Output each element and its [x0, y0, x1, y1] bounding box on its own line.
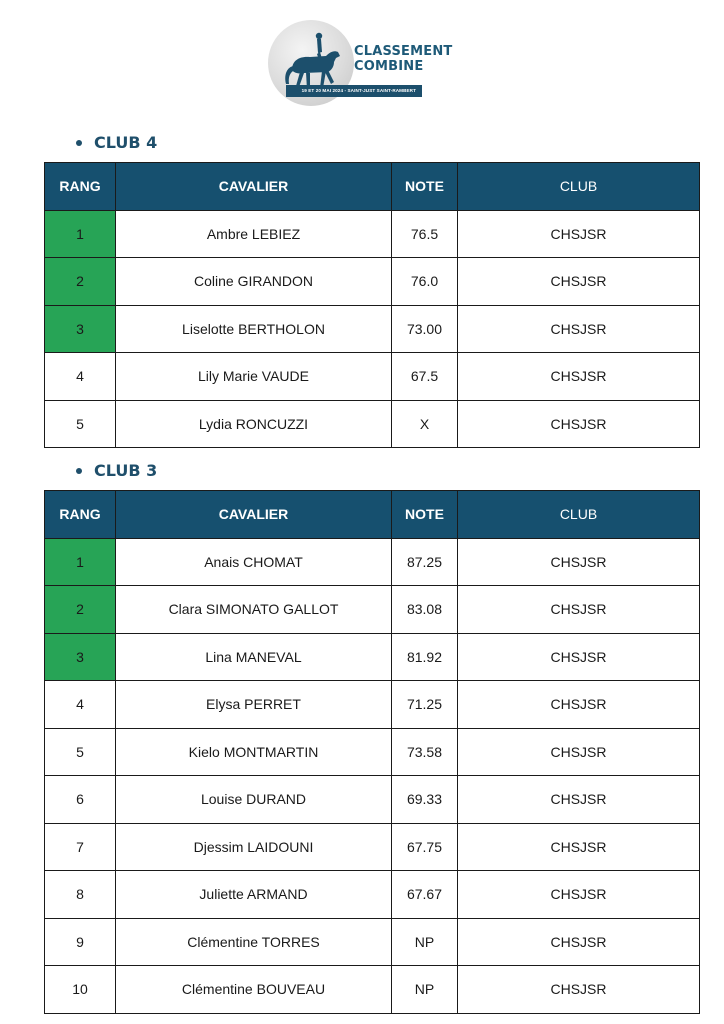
club-cell: CHSJSR [458, 258, 700, 306]
club-cell: CHSJSR [458, 966, 700, 1014]
rider-cell: Clémentine BOUVEAU [116, 966, 392, 1014]
table-row [45, 586, 700, 634]
note-cell: 71.25 [392, 681, 458, 729]
rank-cell: 1 [45, 210, 116, 258]
rider-cell: Clémentine TORRES [116, 918, 392, 966]
note-cell: 76.0 [392, 258, 458, 306]
section-title: CLUB 4 [94, 133, 158, 152]
table-header-row [45, 491, 700, 539]
rider-cell: Elysa PERRET [116, 681, 392, 729]
table-row [45, 353, 700, 401]
club-cell: CHSJSR [458, 210, 700, 258]
column-header-club: CLUB [458, 491, 700, 539]
club-cell: CHSJSR [458, 681, 700, 729]
section-heading-club-3 [76, 461, 157, 480]
rank-cell: 1 [45, 538, 116, 586]
column-header-rank: RANG [45, 491, 116, 539]
column-header-note: NOTE [392, 163, 458, 211]
table-row [45, 305, 700, 353]
column-header-club: CLUB [458, 163, 700, 211]
table-row [45, 400, 700, 448]
rider-cell: Liselotte BERTHOLON [116, 305, 392, 353]
column-header-rank: RANG [45, 163, 116, 211]
club-cell: CHSJSR [458, 918, 700, 966]
table-row [45, 258, 700, 306]
rider-cell: Coline GIRANDON [116, 258, 392, 306]
results-table-club-3 [44, 490, 700, 1014]
table-row [45, 871, 700, 919]
logo-title-line1: CLASSEMENT [354, 44, 453, 59]
note-cell: 73.00 [392, 305, 458, 353]
rank-cell: 4 [45, 681, 116, 729]
club-cell: CHSJSR [458, 633, 700, 681]
rider-cell: Louise DURAND [116, 776, 392, 824]
table-row [45, 966, 700, 1014]
note-cell: 67.75 [392, 823, 458, 871]
table-row [45, 210, 700, 258]
club-cell: CHSJSR [458, 400, 700, 448]
logo-title-line2: COMBINE [354, 59, 424, 74]
table-row [45, 681, 700, 729]
bullet-icon [76, 140, 82, 146]
rank-cell: 2 [45, 586, 116, 634]
rank-cell: 2 [45, 258, 116, 306]
club-cell: CHSJSR [458, 776, 700, 824]
club-cell: CHSJSR [458, 871, 700, 919]
rank-cell: 8 [45, 871, 116, 919]
rank-cell: 4 [45, 353, 116, 401]
club-cell: CHSJSR [458, 823, 700, 871]
club-cell: CHSJSR [458, 305, 700, 353]
rider-cell: Lina MANEVAL [116, 633, 392, 681]
column-header-note: NOTE [392, 491, 458, 539]
rider-cell: Juliette ARMAND [116, 871, 392, 919]
rider-cell: Ambre LEBIEZ [116, 210, 392, 258]
rank-cell: 3 [45, 633, 116, 681]
section-title: CLUB 3 [94, 461, 158, 480]
club-cell: CHSJSR [458, 353, 700, 401]
table-row [45, 633, 700, 681]
rider-cell: Djessim LAIDOUNI [116, 823, 392, 871]
note-cell: NP [392, 966, 458, 1014]
table-header-row [45, 163, 700, 211]
rank-cell: 6 [45, 776, 116, 824]
note-cell: 83.08 [392, 586, 458, 634]
column-header-rider: CAVALIER [116, 491, 392, 539]
logo-date-band: 19 ET 20 MAI 2024 - SAINT-JUST SAINT-RAMBERT [286, 85, 422, 97]
note-cell: NP [392, 918, 458, 966]
section-heading-club-4 [76, 133, 157, 152]
column-header-rider: CAVALIER [116, 163, 392, 211]
club-cell: CHSJSR [458, 586, 700, 634]
note-cell: 69.33 [392, 776, 458, 824]
results-table-club-4 [44, 162, 700, 448]
note-cell: 67.5 [392, 353, 458, 401]
table-row [45, 823, 700, 871]
note-cell: 81.92 [392, 633, 458, 681]
rank-cell: 10 [45, 966, 116, 1014]
event-logo [268, 18, 468, 108]
rank-cell: 5 [45, 400, 116, 448]
rank-cell: 9 [45, 918, 116, 966]
bullet-icon [76, 468, 82, 474]
rank-cell: 5 [45, 728, 116, 776]
club-cell: CHSJSR [458, 538, 700, 586]
rider-cell: Kielo MONTMARTIN [116, 728, 392, 776]
note-cell: X [392, 400, 458, 448]
club-cell: CHSJSR [458, 728, 700, 776]
note-cell: 76.5 [392, 210, 458, 258]
rider-cell: Lily Marie VAUDE [116, 353, 392, 401]
table-row [45, 728, 700, 776]
rider-cell: Lydia RONCUZZI [116, 400, 392, 448]
table-row [45, 776, 700, 824]
logo-title [354, 44, 452, 74]
table-row [45, 538, 700, 586]
table-row [45, 918, 700, 966]
rider-cell: Anais CHOMAT [116, 538, 392, 586]
rank-cell: 3 [45, 305, 116, 353]
note-cell: 87.25 [392, 538, 458, 586]
rider-cell: Clara SIMONATO GALLOT [116, 586, 392, 634]
rank-cell: 7 [45, 823, 116, 871]
note-cell: 73.58 [392, 728, 458, 776]
note-cell: 67.67 [392, 871, 458, 919]
